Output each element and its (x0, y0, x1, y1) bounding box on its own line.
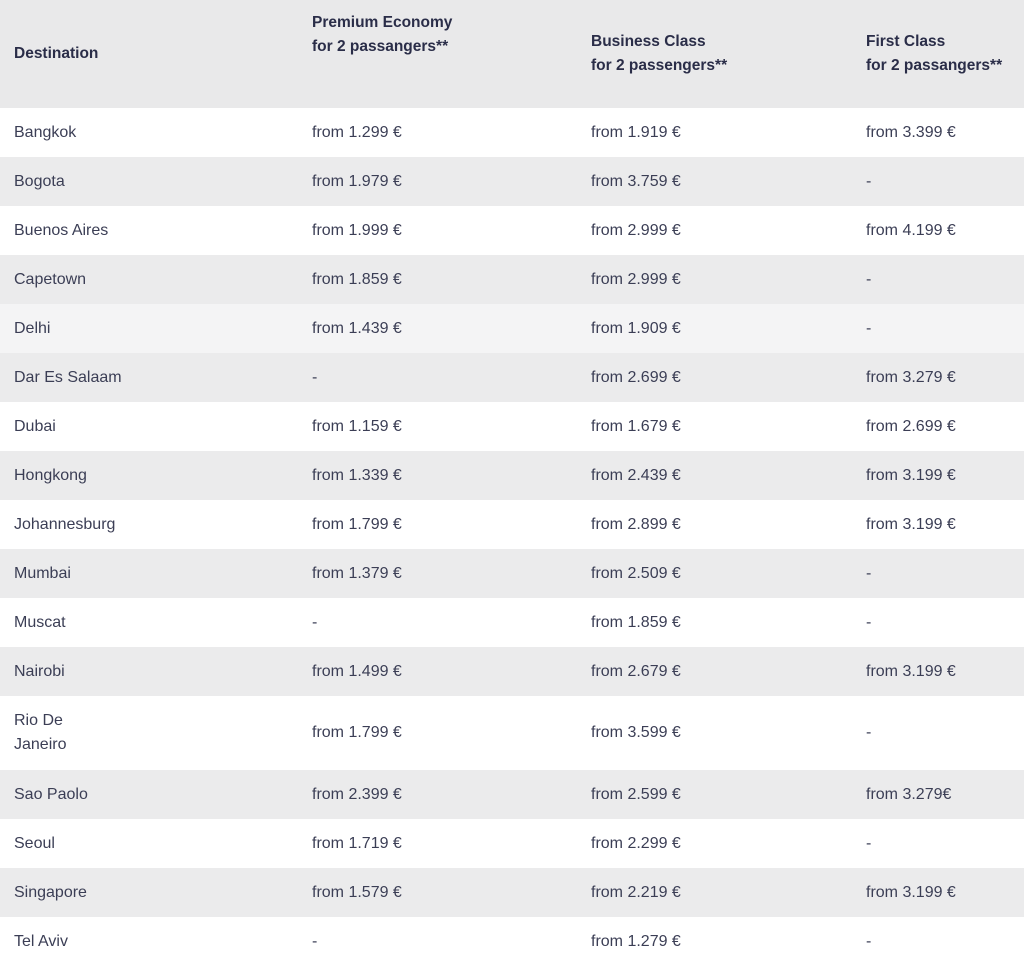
cell-premium-economy: from 1.299 € (298, 108, 577, 157)
cell-premium-economy: - (298, 353, 577, 402)
cell-first-class: from 2.699 € (852, 402, 1024, 451)
header-first-class-title: First Class (866, 33, 946, 50)
cell-destination: Capetown (0, 255, 298, 304)
table-row (0, 353, 1024, 402)
cell-business-class: from 2.699 € (577, 353, 852, 402)
cell-first-class: - (852, 255, 1024, 304)
header-premium-economy-title: Premium Economy (312, 14, 453, 31)
table-row (0, 157, 1024, 206)
table-row (0, 500, 1024, 549)
cell-first-class: - (852, 304, 1024, 353)
header-business-class-title: Business Class (591, 33, 706, 50)
cell-destination: Bogota (0, 157, 298, 206)
header-destination-label: Destination (14, 45, 99, 62)
cell-first-class: from 4.199 € (852, 206, 1024, 255)
header-first-class (852, 0, 1024, 108)
table-row (0, 304, 1024, 353)
cell-first-class: from 3.279€ (852, 770, 1024, 819)
cell-premium-economy: - (298, 598, 577, 647)
header-business-class-subtitle: for 2 passengers** (591, 57, 728, 74)
table-row (0, 108, 1024, 157)
header-row (0, 0, 1024, 108)
cell-destination: Singapore (0, 868, 298, 917)
cell-business-class: from 2.679 € (577, 647, 852, 696)
cell-first-class: - (852, 696, 1024, 770)
cell-premium-economy: from 1.999 € (298, 206, 577, 255)
cell-destination: Johannesburg (0, 500, 298, 549)
table-row (0, 770, 1024, 819)
cell-destination-text: Rio De Janeiro (14, 712, 67, 753)
cell-first-class: from 3.399 € (852, 108, 1024, 157)
cell-premium-economy: from 1.159 € (298, 402, 577, 451)
table-row (0, 696, 1024, 770)
cell-premium-economy: from 1.719 € (298, 819, 577, 868)
header-premium-economy (298, 0, 577, 108)
cell-destination: Dubai (0, 402, 298, 451)
cell-business-class: from 2.599 € (577, 770, 852, 819)
cell-first-class: from 3.199 € (852, 500, 1024, 549)
cell-first-class: - (852, 157, 1024, 206)
cell-premium-economy: from 1.979 € (298, 157, 577, 206)
header-first-class-subtitle: for 2 passangers** (866, 57, 1003, 74)
cell-business-class: from 2.999 € (577, 206, 852, 255)
cell-destination: Buenos Aires (0, 206, 298, 255)
cell-premium-economy: from 1.379 € (298, 549, 577, 598)
cell-first-class: - (852, 598, 1024, 647)
cell-destination: Nairobi (0, 647, 298, 696)
cell-business-class: from 2.299 € (577, 819, 852, 868)
cell-business-class: from 2.219 € (577, 868, 852, 917)
cell-destination: Hongkong (0, 451, 298, 500)
cell-destination (0, 696, 298, 770)
header-business-class (577, 0, 852, 108)
table-header (0, 0, 1024, 108)
table-row (0, 917, 1024, 966)
cell-destination: Bangkok (0, 108, 298, 157)
header-destination (0, 0, 298, 108)
cell-premium-economy: from 2.399 € (298, 770, 577, 819)
table-row (0, 402, 1024, 451)
cell-premium-economy: from 1.579 € (298, 868, 577, 917)
cell-premium-economy: from 1.339 € (298, 451, 577, 500)
table-row (0, 255, 1024, 304)
cell-first-class: - (852, 917, 1024, 966)
cell-destination: Seoul (0, 819, 298, 868)
cell-first-class: from 3.199 € (852, 647, 1024, 696)
cell-destination: Sao Paolo (0, 770, 298, 819)
cell-destination: Delhi (0, 304, 298, 353)
cell-business-class: from 1.859 € (577, 598, 852, 647)
cell-premium-economy: from 1.499 € (298, 647, 577, 696)
table-row (0, 451, 1024, 500)
cell-business-class: from 1.679 € (577, 402, 852, 451)
cell-business-class: from 2.999 € (577, 255, 852, 304)
table-row (0, 647, 1024, 696)
cell-first-class: from 3.279 € (852, 353, 1024, 402)
cell-business-class: from 2.439 € (577, 451, 852, 500)
table-row (0, 549, 1024, 598)
table-row (0, 206, 1024, 255)
cell-premium-economy: from 1.799 € (298, 500, 577, 549)
cell-premium-economy: from 1.439 € (298, 304, 577, 353)
cell-first-class: - (852, 549, 1024, 598)
cell-business-class: from 1.909 € (577, 304, 852, 353)
cell-first-class: - (852, 819, 1024, 868)
cell-destination: Mumbai (0, 549, 298, 598)
cell-first-class: from 3.199 € (852, 451, 1024, 500)
cell-destination: Muscat (0, 598, 298, 647)
cell-premium-economy: - (298, 917, 577, 966)
cell-business-class: from 1.279 € (577, 917, 852, 966)
cell-destination: Tel Aviv (0, 917, 298, 966)
cell-business-class: from 1.919 € (577, 108, 852, 157)
cell-premium-economy: from 1.799 € (298, 696, 577, 770)
table-row (0, 868, 1024, 917)
cell-destination: Dar Es Salaam (0, 353, 298, 402)
table-row (0, 819, 1024, 868)
cell-business-class: from 3.599 € (577, 696, 852, 770)
cell-premium-economy: from 1.859 € (298, 255, 577, 304)
cell-business-class: from 3.759 € (577, 157, 852, 206)
table-row (0, 598, 1024, 647)
table-body (0, 108, 1024, 966)
cell-business-class: from 2.899 € (577, 500, 852, 549)
cell-first-class: from 3.199 € (852, 868, 1024, 917)
cell-business-class: from 2.509 € (577, 549, 852, 598)
header-premium-economy-subtitle: for 2 passangers** (312, 38, 449, 55)
